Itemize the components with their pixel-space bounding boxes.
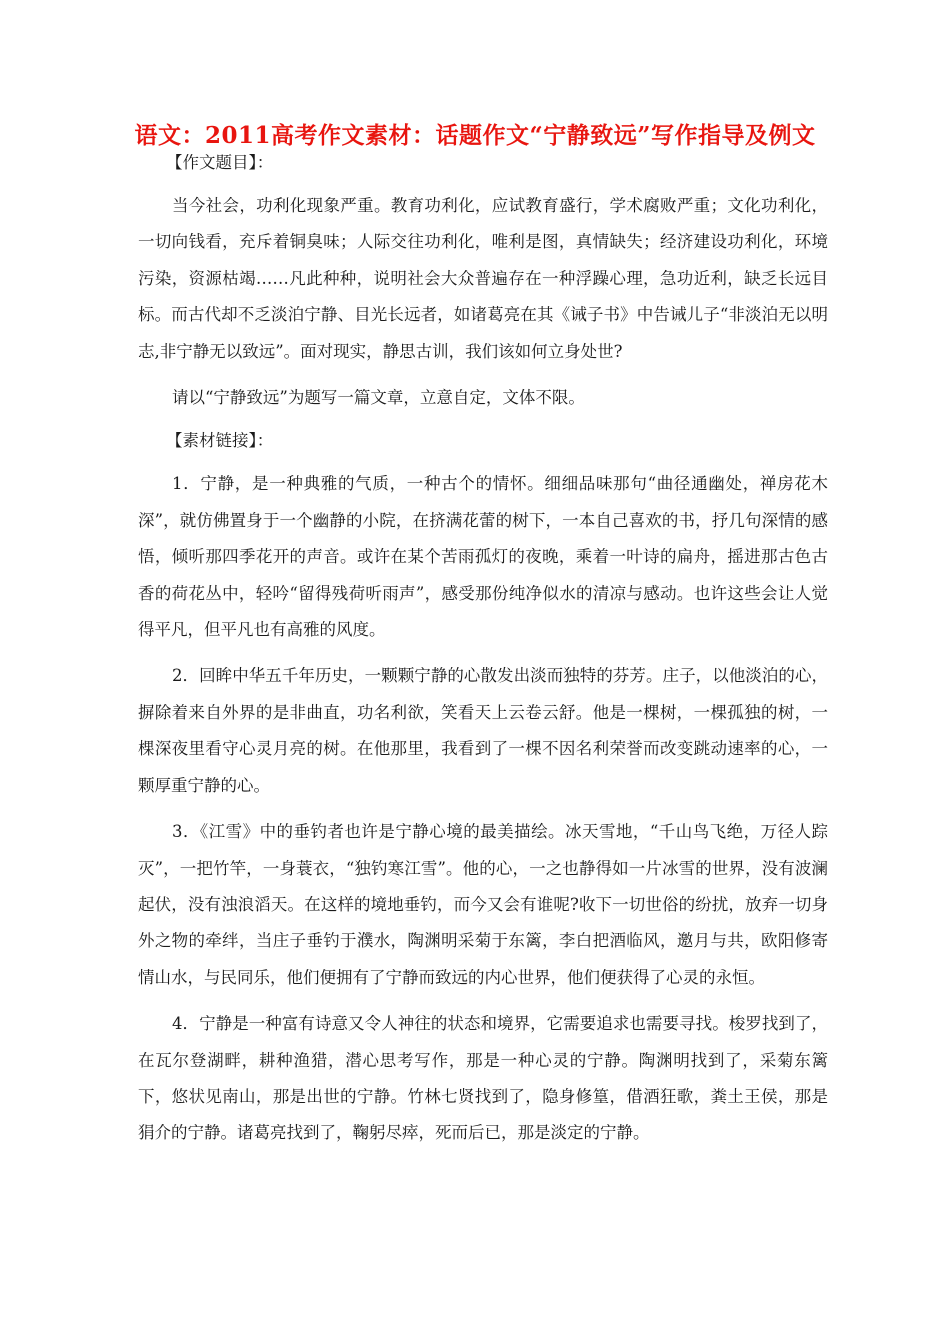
material-heading: 【素材链接】：: [166, 431, 274, 451]
topic-instruction: 请以“宁静致远”为题写一篇文章，立意自定，文体不限。: [172, 388, 585, 408]
document-title: 语文：2011高考作文素材：话题作文“宁静致远”写作指导及例文: [134, 122, 816, 149]
material-paragraph-2: 2．回眸中华五千年历史，一颗颗宁静的心散发出淡而独特的芬芳。庄子，以他淡泊的心，摒除着来自外界的是非曲直，功名利欲，笑看天上云卷云舒。他是一棵树，一棵孤独的树，一棵深夜里看守心灵月亮的树。在他那里，我看到了一棵不因名利荣誉而改变跳动速率的心，一颗厚重宁静的心。: [138, 666, 828, 795]
topic-heading: 【作文题目】：: [166, 153, 274, 172]
material-paragraph-1: 1．宁静，是一种典雅的气质，一种古个的情怀。细细品味那句“曲径通幽处，禅房花木深”，就仿佛置身于一个幽静的小院，在挤满花蕾的树下，一本自己喜欢的书，抒几句深情的感悟，倾听那四季花开的声音。或许在某个苦雨孤灯的夜晚，乘着一叶诗的扁舟，摇进那古色古香的荷花丛中，轻吟“留得残荷听雨声”，感受那份纯净似水的清凉与感动。也许这些会让人觉得平凡，但平凡也有高雅的风度。: [138, 474, 828, 640]
topic-paragraph: 当今社会，功利化现象严重。教育功利化，应试教育盛行，学术腐败严重；文化功利化，一切向钱看，充斥着铜臭味；人际交往功利化，唯利是图，真情缺失；经济建设功利化，环境污染，资源枯竭……凡此种种，说明社会大众普遍存在一种浮躁心理，急功近利，缺乏长远目标。而古代却不乏淡泊宁静、目光长远者，如诸葛亮在其《诫子书》中告诫儿子“非淡泊无以明志,非宁静无以致远”。面对现实，静思古训，我们该如何立身处世?: [138, 196, 828, 361]
material-paragraph-3: 3．《江雪》中的垂钓者也许是宁静心境的最美描绘。冰天雪地，“千山鸟飞绝，万径人踪灭”，一把竹竿，一身蓑衣，“独钓寒江雪”。他的心，一之也静得如一片冰雪的世界，没有波澜起伏，没有浊浪滔天。在这样的境地垂钓，而今又会有谁呢?收下一切世俗的纷扰，放弃一切身外之物的牵绊，当庄子垂钓于濮水，陶渊明采菊于东篱，李白把酒临风，邀月与共，欧阳修寄情山水，与民同乐，他们便拥有了宁静而致远的内心世界，他们便获得了心灵的永恒。: [138, 822, 828, 987]
document-body: [138, 148, 828, 1162]
material-paragraph-4: 4．宁静是一种富有诗意又令人神往的状态和境界，它需要追求也需要寻找。梭罗找到了，在瓦尔登湖畔，耕种渔猎，潜心思考写作，那是一种心灵的宁静。陶渊明找到了，采菊东篱下，悠状见南山，那是出世的宁静。竹林七贤找到了，隐身修篁，借酒狂歌，粪土王侯，那是狷介的宁静。诸葛亮找到了，鞠躬尽瘁，死而后已，那是淡定的宁静。: [138, 1014, 828, 1143]
